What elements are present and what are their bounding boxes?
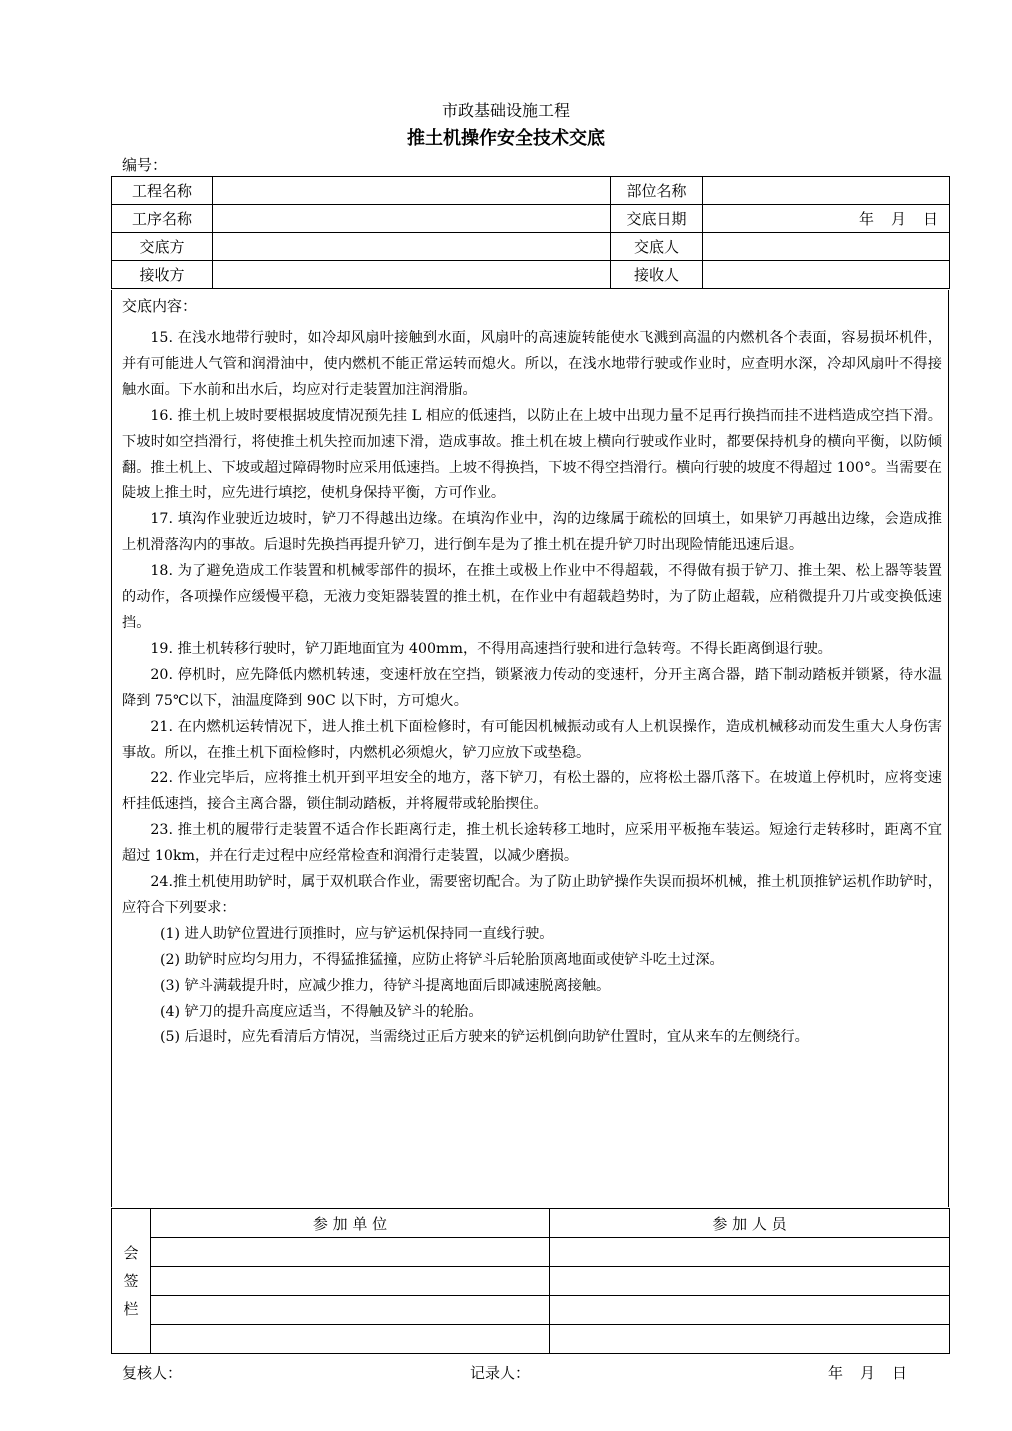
reviewer-label: 复核人： [122,1364,183,1382]
paragraph-23: 23. 推土机的履带行走装置不适合作长距离行走，推土机长途转移工地时，应采用平板拖车装运。短途行走转移时，距离不宜超过 10km，并在行走过程中应经常检查和润滑行走装置，以减少磨损。 [122,822,942,865]
table-row [112,1238,950,1267]
person-field[interactable] [550,1238,950,1267]
table-row [112,205,950,233]
receiver-person-label: 接收人 [611,261,703,289]
sub-item-4: (4) 铲刀的提升高度应适当，不得触及铲斗的轮胎。 [160,1003,483,1020]
document-number-label: 编号： [122,156,168,174]
table-row [112,1209,950,1238]
table-row [112,233,950,261]
signoff-side-label [112,1209,151,1354]
date-field[interactable]: 年 月 日 [703,205,950,233]
receiver-label: 接收方 [112,261,213,289]
recorder-label: 记录人： [470,1364,531,1382]
signoff-side-char: 会 [123,1244,139,1262]
sub-item-2: (2) 助铲时应均匀用力，不得猛推猛撞，应防止将铲斗后轮胎顶离地面或使铲斗吃土过深。 [160,951,724,968]
process-name-field[interactable] [213,205,611,233]
unit-field[interactable] [151,1325,550,1354]
unit-column-header: 参 加 单 位 [151,1209,550,1238]
project-name-label: 工程名称 [112,177,213,205]
process-name-label: 工序名称 [112,205,213,233]
sub-item-3: (3) 铲斗满载提升时，应减少推力，待铲斗提离地面后即减速脱离接触。 [160,977,611,994]
info-table [111,176,950,289]
receiver-person-field[interactable] [703,261,950,289]
content-label: 交底内容： [122,297,198,315]
receiver-field[interactable] [213,261,611,289]
org-title: 市政基础设施工程 [441,101,570,120]
paragraph-20: 20. 停机时，应先降低内燃机转速，变速杆放在空挡，锁紧液力传动的变速杆，分开主离合器，踏下制动踏板并锁紧，待水温降到 75℃以下，油温度降到 90C 以下时，方可熄火。 [122,666,942,709]
signoff-table [111,1208,950,1354]
person-field[interactable] [550,1296,950,1325]
content-body [122,326,942,1051]
paragraph-22: 22. 作业完毕后，应将推土机开到平坦安全的地方，落下铲刀，有松土器的，应将松土器爪落下。在坡道上停机时，应将变速杆挂低速挡，接合主离合器，锁住制动踏板，并将履带或轮胎揳住。 [122,770,942,813]
project-name-field[interactable] [213,177,611,205]
paragraph-15: 15. 在浅水地带行驶时，如冷却风扇叶接触到水面，风扇叶的高速旋转能使水飞溅到高温的内燃机各个表面，容易损坏机件，并有可能进人气管和润滑油中，使内燃机不能正常运转而熄火。所以，在浅水地带行驶或作业时，应查明水深，冷却风扇叶不得接触水面。下水前和出水后，均应对行走装置加注润滑脂。 [122,330,942,398]
issuer-label: 交底方 [112,233,213,261]
paragraph-24: 24.推土机使用助铲时，属于双机联合作业，需要密切配合。为了防止助铲操作失误而损坏机械，推土机顶推铲运机作助铲时，应符合下列要求： [122,874,942,916]
issuer-person-label: 交底人 [611,233,703,261]
table-row [112,1296,950,1325]
date-label: 交底日期 [611,205,703,233]
table-row [112,177,950,205]
unit-field[interactable] [151,1267,550,1296]
paragraph-21: 21. 在内燃机运转情况下，进人推土机下面检修时，有可能因机械振动或有人上机误操作，造成机械移动而发生重大人身伤害事故。所以，在推土机下面检修时，内燃机必须熄火，铲刀应放下或垫稳。 [122,718,942,761]
table-row [112,1325,950,1354]
sub-item-1: (1) 进人助铲位置进行顶推时，应与铲运机保持同一直线行驶。 [160,925,554,942]
content-section [111,290,949,1207]
document-title: 推土机操作安全技术交底 [407,128,605,149]
person-column-header: 参 加 人 员 [550,1209,950,1238]
table-row [112,1267,950,1296]
issuer-field[interactable] [213,233,611,261]
sub-item-5: (5) 后退时，应先看清后方情况，当需绕过正后方驶来的铲运机倒向助铲仕置时，宜从来车的左侧绕行。 [160,1029,809,1046]
person-field[interactable] [550,1267,950,1296]
paragraph-17: 17. 填沟作业驶近边坡时，铲刀不得越出边缘。在填沟作业中，沟的边缘属于疏松的回填土，如果铲刀再越出边缘，会造成推上机滑落沟内的事故。后退时先换挡再提升铲刀，进行倒车是为了推土机在提升铲刀时出现险情能迅速后退。 [122,511,942,554]
signoff-side-char: 栏 [123,1300,139,1318]
unit-field[interactable] [151,1238,550,1267]
paragraph-19: 19. 推土机转移行驶时，铲刀距地面宜为 400mm，不得用高速挡行驶和进行急转弯。不得长距离倒退行驶。 [150,640,832,657]
paragraph-18: 18. 为了避免造成工作装置和机械零部件的损坏，在推土或极上作业中不得超载，不得做有损于铲刀、推土架、松上器等装置的动作，各项操作应缓慢平稳，无液力变矩器装置的推土机，在作业中有超载趋势时，为了防止超载，应稍微提升刀片或变换低速挡。 [122,563,942,631]
unit-field[interactable] [151,1296,550,1325]
part-name-label: 部位名称 [611,177,703,205]
person-field[interactable] [550,1325,950,1354]
table-row [112,261,950,289]
issuer-person-field[interactable] [703,233,950,261]
signoff-side-char: 签 [123,1272,139,1290]
paragraph-16: 16. 推土机上坡时要根据坡度情况预先挂 L 相应的低速挡，以防止在上坡中出现力量不足再行换挡而挂不进档造成空挡下滑。下坡时如空挡滑行，将使推土机失控而加速下滑，造成事故。推土机在坡上横向行驶或作业时，都要保持机身的横向平衡，以防倾翻。推土机上、下坡或超过障碍物时应采用低速挡。上坡不得换挡，下坡不得空挡滑行。横向行驶的坡度不得超过 100°。当需要在陡坡上推土时，应先进行填挖，使机身保持平衡，方可作业。 [122,407,942,502]
part-name-field[interactable] [703,177,950,205]
footer-date: 年 月 日 [828,1364,909,1382]
